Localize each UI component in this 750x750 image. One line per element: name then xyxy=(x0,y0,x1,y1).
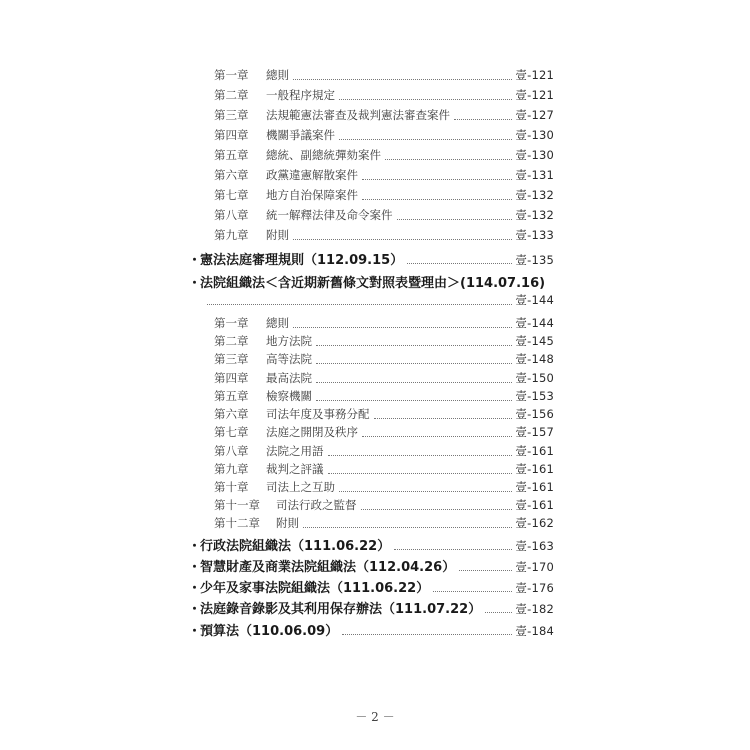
bullet: ・ xyxy=(188,276,202,291)
toc-chapter-entry xyxy=(214,497,554,513)
page-ref: 壹-163 xyxy=(515,539,554,553)
toc-law-entry xyxy=(188,556,554,574)
page-ref: 壹-144 xyxy=(515,316,554,330)
page-number: － 2 － xyxy=(355,710,395,724)
entry-title: 法庭錄音錄影及其利用保存辦法（111.07.22） xyxy=(200,602,482,617)
page-ref: 壹-157 xyxy=(515,425,554,439)
entry-title: 法庭之開閉及秩序 xyxy=(266,425,358,439)
page-ref: 壹-156 xyxy=(515,407,554,421)
page-ref: 壹-182 xyxy=(515,602,554,616)
chapter-number: 第三章 xyxy=(214,108,249,122)
page-ref: 壹-170 xyxy=(515,560,554,574)
dot-leader xyxy=(303,527,512,528)
dot-leader xyxy=(361,509,513,510)
dot-leader xyxy=(293,79,512,80)
dot-leader xyxy=(316,400,512,401)
chapter-number: 第九章 xyxy=(214,462,249,476)
toc-chapter-entry xyxy=(214,127,554,143)
page-ref: 壹-135 xyxy=(515,253,554,267)
entry-title: 總則 xyxy=(266,316,289,330)
toc-chapter-entry xyxy=(214,167,554,183)
entry-title: 總則 xyxy=(266,68,289,82)
toc-law-entry xyxy=(188,249,554,267)
dot-leader xyxy=(362,179,512,180)
entry-title: 裁判之評議 xyxy=(266,462,324,476)
entry-title: 一般程序規定 xyxy=(266,88,335,102)
chapter-number: 第十二章 xyxy=(214,516,260,530)
toc-chapter-entry xyxy=(214,207,554,223)
chapter-number: 第十章 xyxy=(214,480,249,494)
toc-chapter-entry xyxy=(214,351,554,367)
page-ref: 壹-145 xyxy=(515,334,554,348)
toc-chapter-entry xyxy=(214,107,554,123)
entry-title: 少年及家事法院組織法（111.06.22） xyxy=(200,581,430,596)
page-ref: 壹-132 xyxy=(515,208,554,222)
toc-chapter-entry xyxy=(214,315,554,331)
chapter-number: 第四章 xyxy=(214,128,249,142)
entry-title: 總統、副總統彈劾案件 xyxy=(266,148,381,162)
page-ref: 壹-153 xyxy=(515,389,554,403)
entry-title: 法院之用語 xyxy=(266,444,324,458)
dot-leader xyxy=(339,139,512,140)
page-ref: 壹-161 xyxy=(515,462,554,476)
toc-chapter-entry xyxy=(214,461,554,477)
page-ref: 壹-144 xyxy=(515,293,554,307)
page-ref: 壹-148 xyxy=(515,352,554,366)
entry-title: 智慧財產及商業法院組織法（112.04.26） xyxy=(200,560,456,575)
toc-chapter-entry xyxy=(214,406,554,422)
bullet: ・ xyxy=(188,560,202,575)
entry-title: 附則 xyxy=(266,228,289,242)
page-ref: 壹-127 xyxy=(515,108,554,122)
dot-leader xyxy=(293,327,512,328)
dot-leader xyxy=(397,219,513,220)
chapter-number: 第六章 xyxy=(214,407,249,421)
toc-chapter-entry xyxy=(214,187,554,203)
toc-chapter-entry xyxy=(214,424,554,440)
toc-chapter-entry xyxy=(214,479,554,495)
entry-title: 法規範憲法審查及裁判憲法審查案件 xyxy=(266,108,450,122)
chapter-number: 第七章 xyxy=(214,188,249,202)
dot-leader xyxy=(328,473,513,474)
entry-title: 司法上之互助 xyxy=(266,480,335,494)
entry-title: 政黨違憲解散案件 xyxy=(266,168,358,182)
bullet: ・ xyxy=(188,253,202,268)
entry-title: 統一解釋法律及命令案件 xyxy=(266,208,393,222)
entry-title: 地方法院 xyxy=(266,334,312,348)
toc-law-entry xyxy=(188,598,554,616)
toc-law-entry xyxy=(188,577,554,595)
entry-title: 司法行政之監督 xyxy=(276,498,357,512)
toc-law-entry xyxy=(188,535,554,553)
page-ref: 壹-130 xyxy=(515,148,554,162)
entry-title: 高等法院 xyxy=(266,352,312,366)
dot-leader xyxy=(385,159,512,160)
toc-chapter-entry xyxy=(214,370,554,386)
chapter-number: 第二章 xyxy=(214,88,249,102)
toc-chapter-entry xyxy=(214,67,554,83)
chapter-number: 第五章 xyxy=(214,389,249,403)
chapter-number: 第二章 xyxy=(214,334,249,348)
entry-title: 地方自治保障案件 xyxy=(266,188,358,202)
bullet: ・ xyxy=(188,581,202,596)
entry-title: 司法年度及事務分配 xyxy=(266,407,370,421)
dot-leader xyxy=(316,382,512,383)
toc-law-entry xyxy=(188,620,554,638)
dot-leader xyxy=(485,612,512,613)
page-ref: 壹-133 xyxy=(515,228,554,242)
chapter-number: 第九章 xyxy=(214,228,249,242)
entry-title: 法院組織法＜含近期新舊條文對照表暨理由＞(114.07.16) xyxy=(200,276,546,291)
chapter-number: 第八章 xyxy=(214,444,249,458)
entry-title: 行政法院組織法（111.06.22） xyxy=(200,539,391,554)
chapter-number: 第三章 xyxy=(214,352,249,366)
dot-leader xyxy=(454,119,512,120)
bullet: ・ xyxy=(188,539,202,554)
entry-title: 機關爭議案件 xyxy=(266,128,335,142)
toc-chapter-entry xyxy=(214,227,554,243)
dot-leader xyxy=(339,99,512,100)
toc-chapter-entry xyxy=(214,87,554,103)
dot-leader xyxy=(394,549,512,550)
chapter-number: 第十一章 xyxy=(214,498,260,512)
page-ref: 壹-121 xyxy=(515,88,554,102)
dot-leader xyxy=(293,239,512,240)
toc-chapter-entry xyxy=(214,147,554,163)
page-ref: 壹-161 xyxy=(515,480,554,494)
page-ref: 壹-130 xyxy=(515,128,554,142)
page-ref: 壹-161 xyxy=(515,444,554,458)
toc-chapter-entry xyxy=(214,515,554,531)
chapter-number: 第七章 xyxy=(214,425,249,439)
chapter-number: 第五章 xyxy=(214,148,249,162)
chapter-number: 第八章 xyxy=(214,208,249,222)
page-ref: 壹-131 xyxy=(515,168,554,182)
entry-title: 檢察機關 xyxy=(266,389,312,403)
page-ref: 壹-176 xyxy=(515,581,554,595)
chapter-number: 第四章 xyxy=(214,371,249,385)
page-ref: 壹-121 xyxy=(515,68,554,82)
dot-leader xyxy=(316,345,512,346)
entry-title: 預算法（110.06.09） xyxy=(200,624,339,639)
dot-leader xyxy=(342,634,512,635)
chapter-number: 第一章 xyxy=(214,316,249,330)
page-ref: 壹-161 xyxy=(515,498,554,512)
toc-continuation xyxy=(203,292,554,308)
dot-leader xyxy=(407,263,512,264)
page-ref: 壹-162 xyxy=(515,516,554,530)
toc-chapter-entry xyxy=(214,333,554,349)
chapter-number: 第一章 xyxy=(214,68,249,82)
bullet: ・ xyxy=(188,602,202,617)
entry-title: 最高法院 xyxy=(266,371,312,385)
toc-chapter-entry xyxy=(214,443,554,459)
entry-title: 憲法法庭審理規則（112.09.15） xyxy=(200,253,404,268)
dot-leader xyxy=(374,418,513,419)
page-ref: 壹-132 xyxy=(515,188,554,202)
page-ref: 壹-150 xyxy=(515,371,554,385)
toc-law-entry xyxy=(188,272,554,290)
dot-leader xyxy=(362,199,512,200)
bullet: ・ xyxy=(188,624,202,639)
dot-leader xyxy=(316,363,512,364)
chapter-number: 第六章 xyxy=(214,168,249,182)
dot-leader xyxy=(207,304,512,305)
toc-chapter-entry xyxy=(214,388,554,404)
page-ref: 壹-184 xyxy=(515,624,554,638)
dot-leader xyxy=(459,570,512,571)
dot-leader xyxy=(433,591,512,592)
dot-leader xyxy=(339,491,512,492)
dot-leader xyxy=(328,455,513,456)
dot-leader xyxy=(362,436,512,437)
entry-title: 附則 xyxy=(276,516,299,530)
